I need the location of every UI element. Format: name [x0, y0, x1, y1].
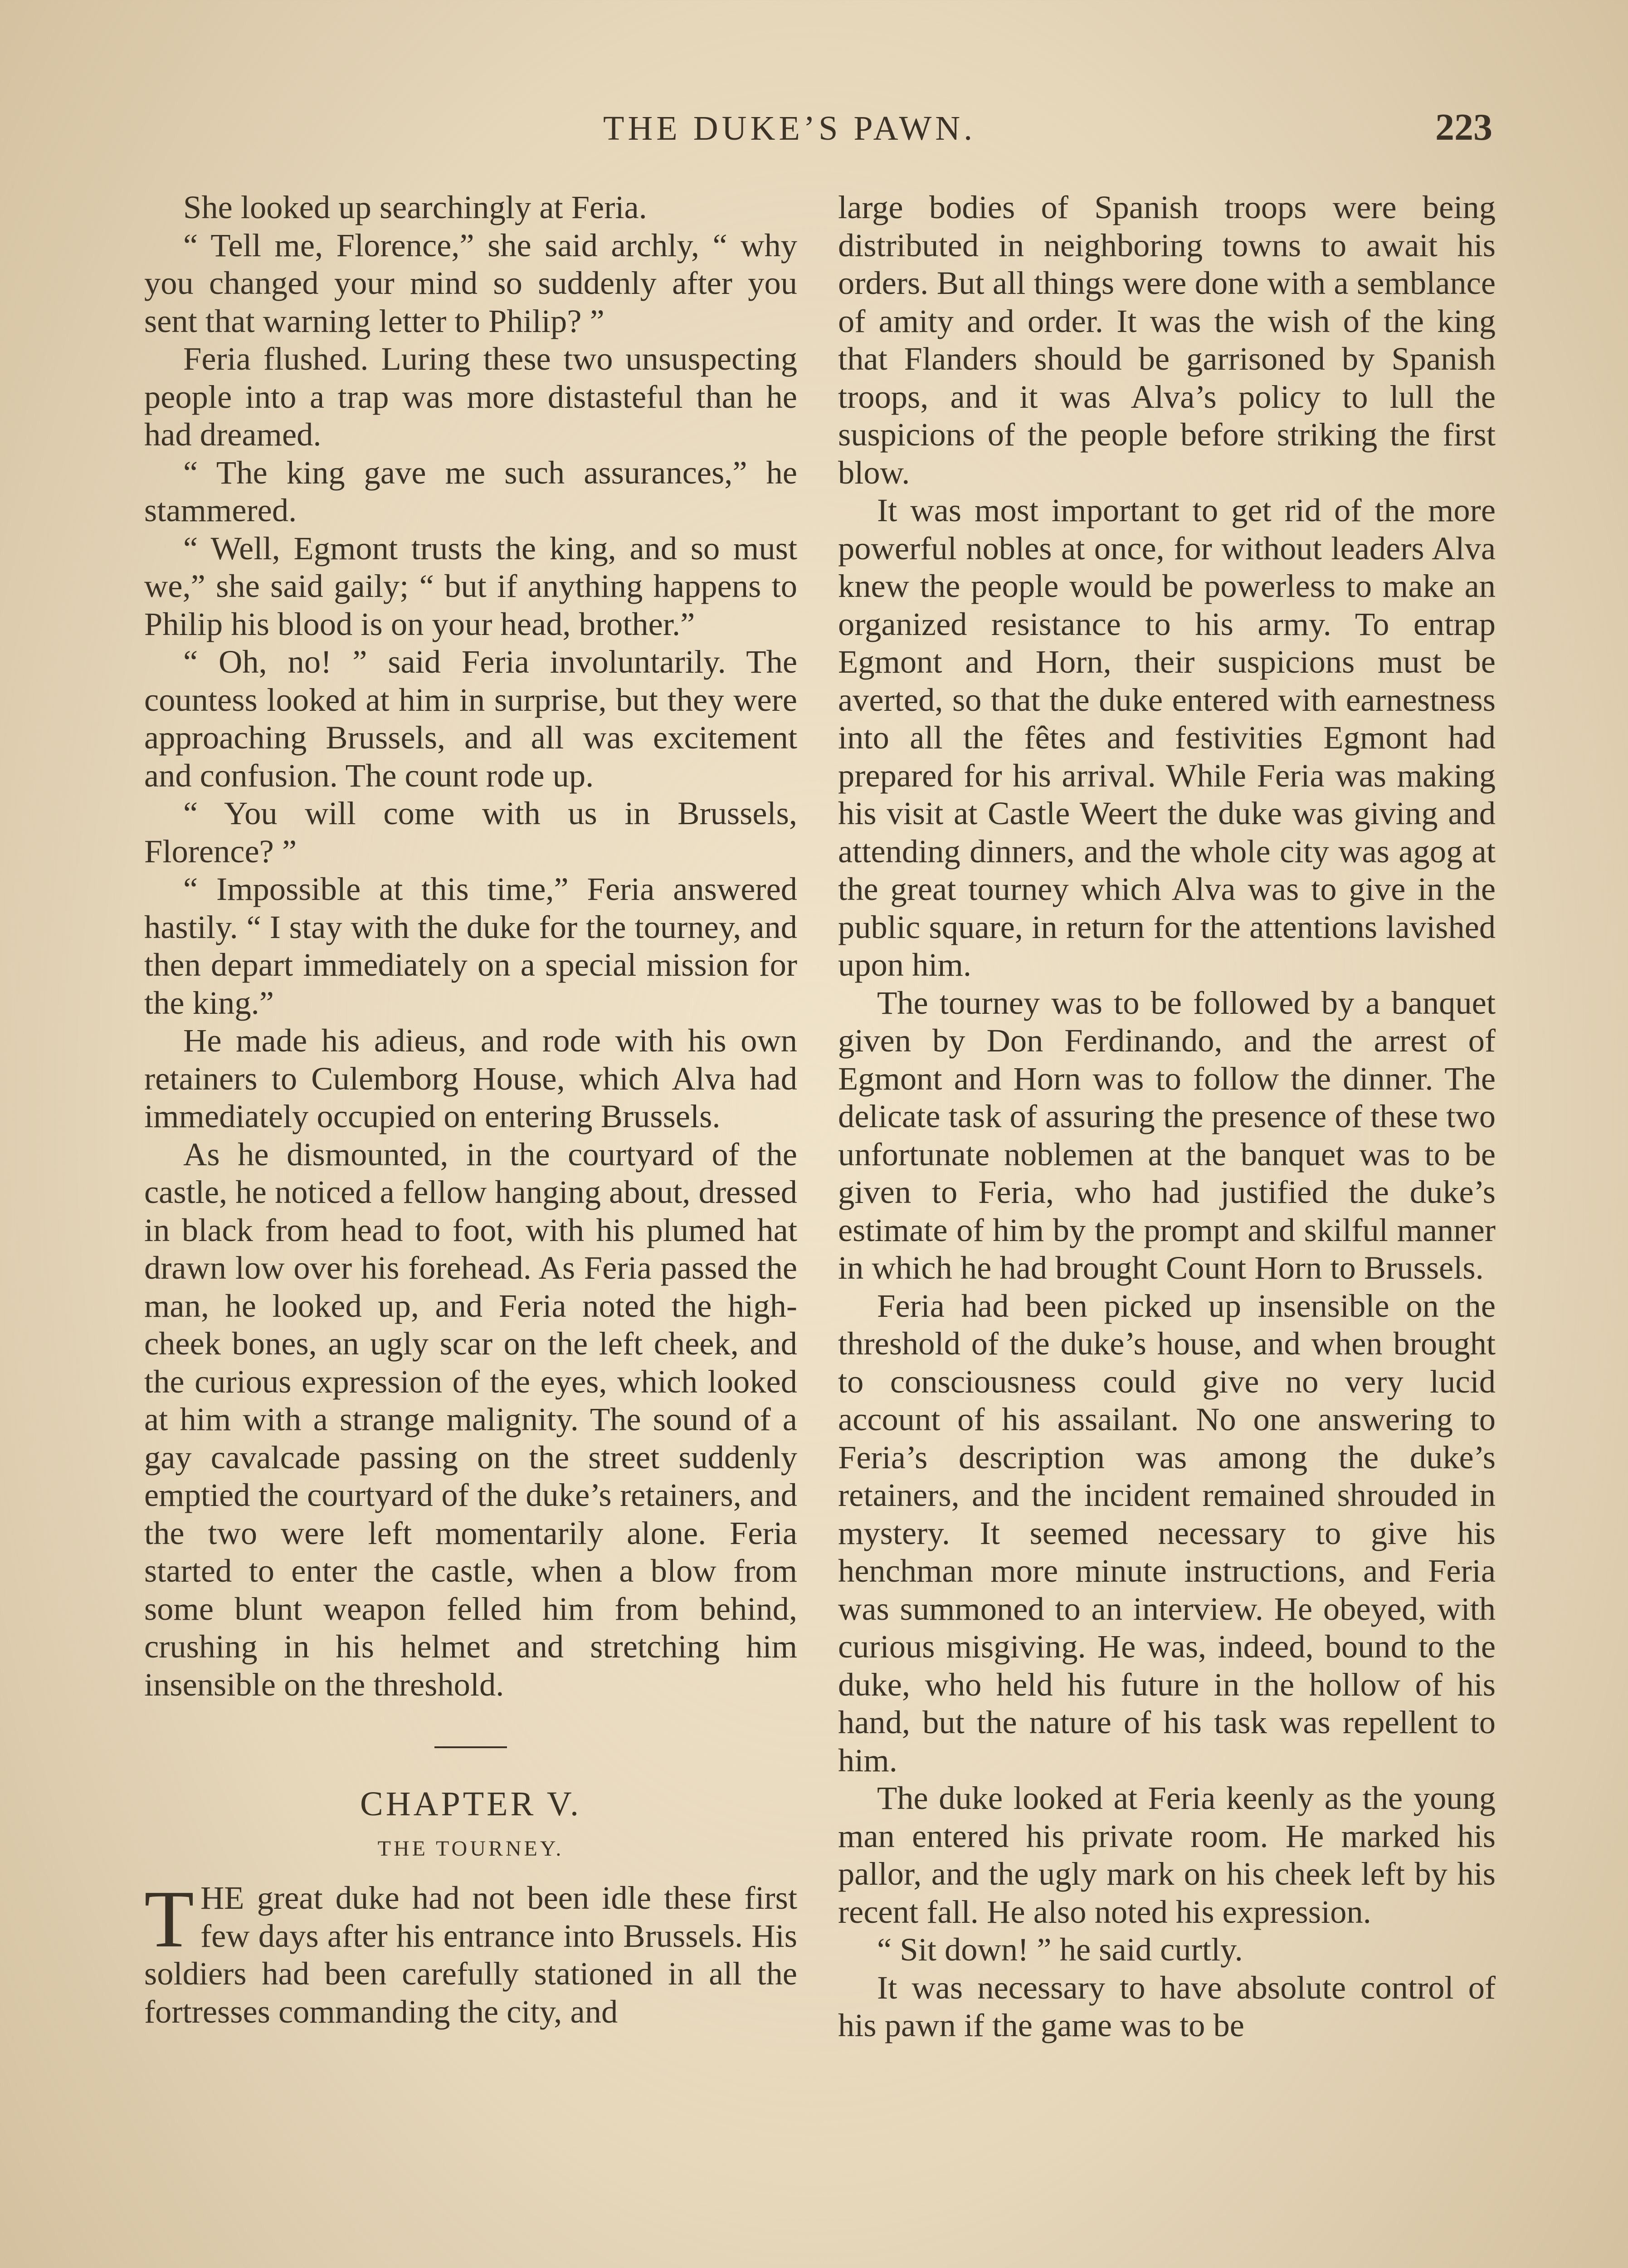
running-head	[0, 105, 1628, 155]
paragraph: “ Tell me, Florence,” she said archly, “ why you changed your mind so suddenly after you sent that warning letter to Philip? ”	[144, 226, 797, 339]
paragraph: “ Sit down! ” he said curtly.	[877, 1931, 1243, 1968]
section-divider	[434, 1746, 507, 1748]
paragraph: The duke looked at Feria keenly as the young man entered his private room. He marked his pallor, and the ugly mark on his cheek left by his recent fall. He also noted his expression.	[838, 1779, 1496, 1930]
chapter-opening-text: HE great duke had not been idle these first few days after his entrance into Brussels. His soldiers had been carefully stationed in all the fortresses commanding the city, and	[144, 1879, 797, 2030]
page-number: 223	[1435, 106, 1492, 148]
paragraph: The tourney was to be followed by a banquet given by Don Ferdinando, and the arrest of Egmont and Horn was to follow the dinner. The delicate task of assuring the presence of these two unfortunate noblemen at the banquet was to be given to Feria, who had justified the duke’s estimate of him by the prompt and skilful manner in which he had brought Count Horn to Brussels.	[838, 984, 1496, 1286]
chapter-subtitle: THE TOURNEY.	[377, 1837, 564, 1861]
paragraph: Feria flushed. Luring these two unsuspecting people into a trap was more distasteful than he had dreamed.	[144, 340, 797, 453]
right-column	[838, 188, 1496, 2044]
paragraph: “ Well, Egmont trusts the king, and so must we,” she said gaily; “ but if anything happens to Philip his blood is on your head, brother.”	[144, 529, 797, 642]
paragraph: “ Impossible at this time,” Feria answered hastily. “ I stay with the duke for the tourney, and then depart immediately on a special mission for the king.”	[144, 870, 797, 1021]
paragraph: “ The king gave me such assurances,” he stammered.	[144, 454, 797, 528]
paragraph: He made his adieus, and rode with his own retainers to Culemborg House, which Alva had immediately occupied on entering Brussels.	[144, 1022, 797, 1134]
chapter-heading: CHAPTER V.	[360, 1785, 581, 1823]
paragraph: It was necessary to have absolute control of his pawn if the game was to be	[838, 1969, 1496, 2043]
chapter-opening-paragraph	[144, 1874, 797, 2030]
paragraph: “ Oh, no! ” said Feria involuntarily. The countess looked at him in surprise, but they were approaching Brussels, and all was excitement and confusion. The count rode up.	[144, 643, 797, 794]
paragraph: As he dismounted, in the courtyard of the castle, he noticed a fellow hanging about, dressed in black from head to foot, with his plumed hat drawn low over his forehead. As Feria passed the man, he looked up, and Feria noted the high-cheek bones, an ugly scar on the left cheek, and the curious expression of the eyes, which looked at him with a strange malignity. The sound of a gay cavalcade passing on the street suddenly emptied the courtyard of the duke’s retainers, and the two were left momentarily alone. Feria started to enter the castle, when a blow from some blunt weapon felled him from behind, crushing in his helmet and stretching him insensible on the threshold.	[144, 1135, 797, 1703]
running-title: THE DUKE’S PAWN.	[603, 109, 976, 147]
paragraph: Feria had been picked up insensible on the threshold of the duke’s house, and when brought to consciousness could give no very lucid account of his assailant. No one answering to Feria’s description was among the duke’s retainers, and the incident remained shrouded in mystery. It seemed necessary to give his henchman more minute instructions, and Feria was summoned to an interview. He obeyed, with curious misgiving. He was, indeed, bound to the duke, who held his future in the hollow of his hand, but the nature of his task was repellent to him.	[838, 1287, 1496, 1779]
paragraph: large bodies of Spanish troops were being distributed in neighboring towns to await his orders. But all things were done with a semblance of amity and order. It was the wish of the king that Flanders should be garrisoned by Spanish troops, and it was Alva’s policy to lull the suspicions of the people before striking the first blow.	[838, 189, 1496, 491]
left-column	[144, 188, 797, 2030]
paragraph: She looked up searchingly at Feria.	[183, 189, 647, 225]
paragraph: “ You will come with us in Brussels, Florence? ”	[144, 795, 797, 870]
paragraph: It was most important to get rid of the more powerful nobles at once, for without leaders Alva knew the people would be powerless to make an organized resistance to his army. To entrap Egmont and Horn, their suspicions must be averted, so that the duke entered with earnestness into all the fêtes and festivities Egmont had prepared for his arrival. While Feria was making his visit at Castle Weert the duke was giving and attending dinners, and the whole city was agog at the great tourney which Alva was to give in the public square, in return for the attentions lavished upon him.	[838, 492, 1496, 983]
drop-cap: T	[144, 1874, 194, 1964]
